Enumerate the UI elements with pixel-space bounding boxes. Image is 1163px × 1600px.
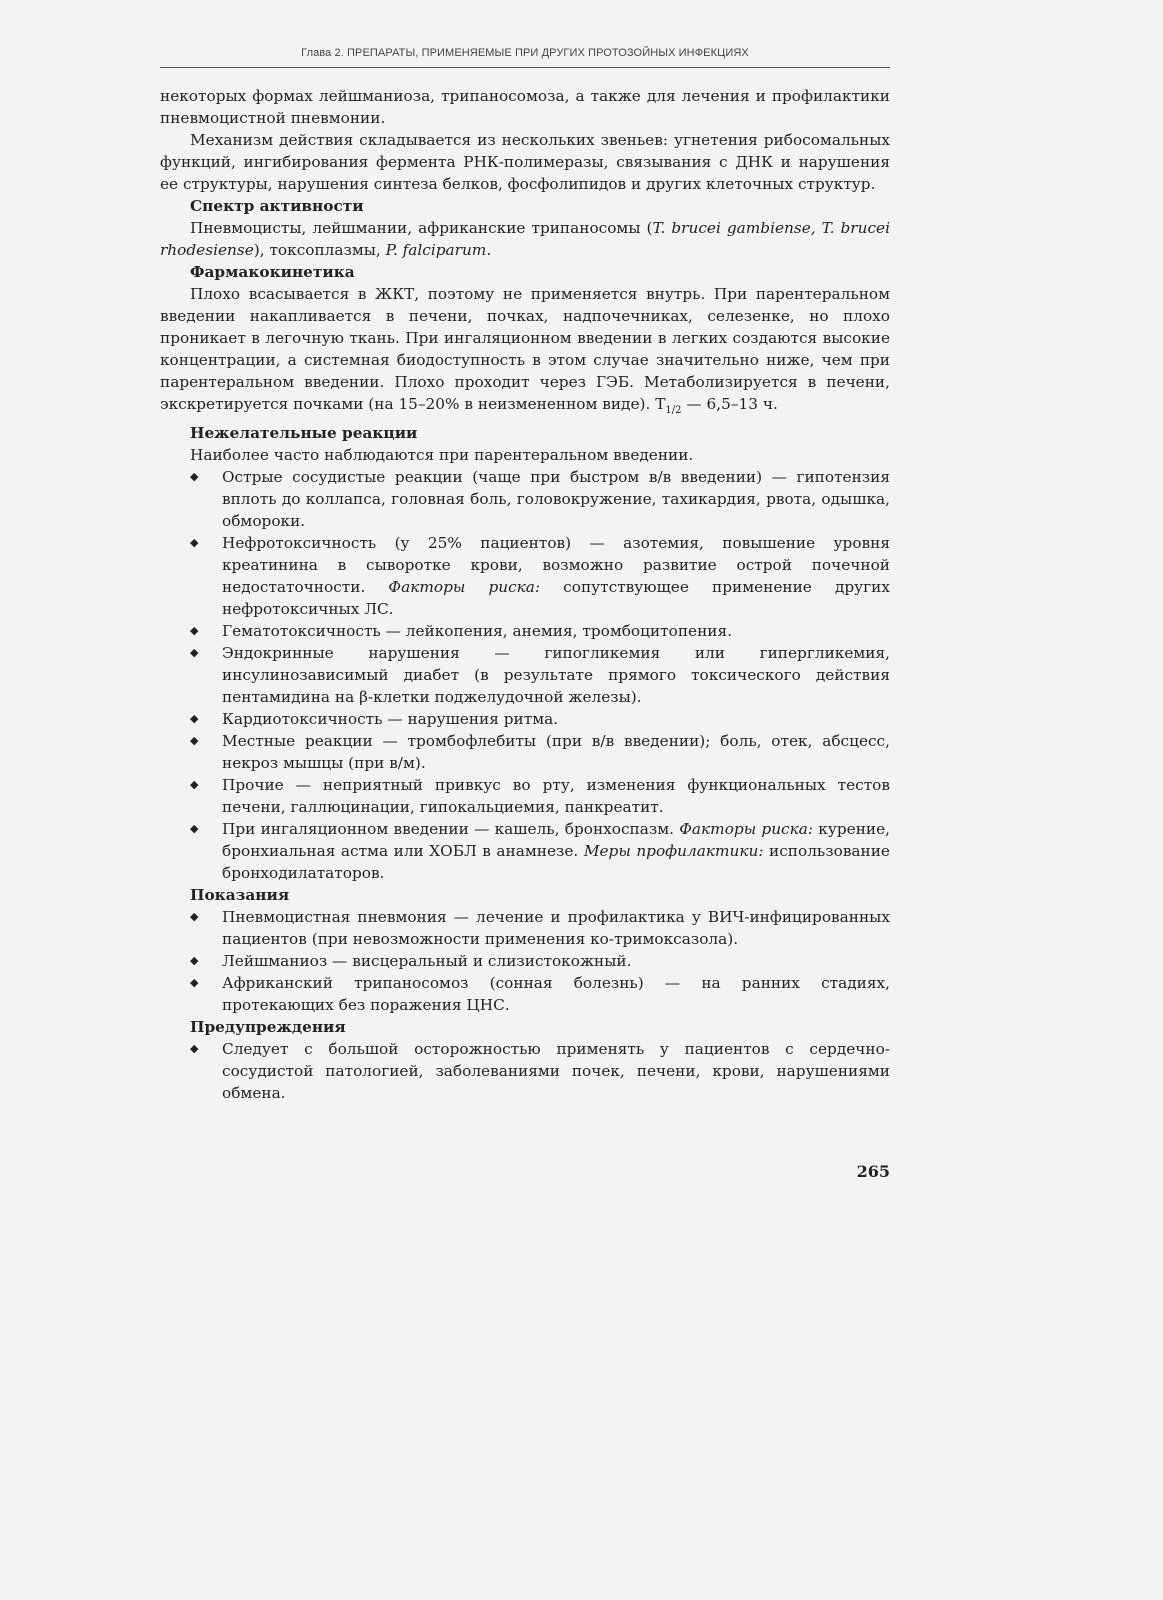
risk-factors-label: Факторы риска: [679, 820, 814, 839]
intro-continuation: некоторых формах лейшманиоза, трипаносомоза, а также для лечения и профилактики пневмоцистной пневмонии. [160, 87, 890, 127]
pharmacokinetics-text: Плохо всасывается в ЖКТ, поэтому не применяется внутрь. При парентеральном введении накапливается в печени, почках, надпочечниках, селезенке, но плохо проникает в легочную ткань. При ингаляционном введении в легких создаются высокие концентрации, а системная биодоступность в этом случае значительно ниже, чем при парентеральном введении. Плохо проходит через ГЭБ. Метаболизируется в печени, экскретируется почками (на 15–20% в неизмененном виде). [160, 285, 890, 413]
list-item-text: Нефротоксичность (у 25% пациентов) — азотемия, повышение уровня креатинина в сыворотке крови, возможно развитие острой почечной недостаточности. [222, 534, 890, 597]
adverse-item-endocrine [160, 642, 890, 708]
list-item-text: Эндокринные нарушения — гипогликемия или гипергликемия, инсулинозависимый диабет (в результате прямого токсического действия пентамидина на β-клетки поджелудочной железы). [222, 644, 890, 707]
bullet-icon: ◆ [190, 646, 199, 660]
risk-factors-text: курение, бронхиальная астма или ХОБЛ в анамнезе. [222, 820, 890, 861]
half-life-value: — 6,5–13 ч. [681, 395, 778, 413]
adverse-item-hematotoxicity [160, 620, 890, 642]
bullet-icon: ◆ [190, 976, 199, 990]
list-item-text: Африканский трипаносомоз (сонная болезнь) — на ранних стадиях, протекающих без поражения ЦНС. [222, 974, 890, 1015]
bullet-icon: ◆ [190, 778, 199, 792]
bullet-icon: ◆ [190, 734, 199, 748]
species-falciparum: P. falciparum [385, 241, 487, 259]
mechanism-paragraph: Механизм действия складывается из нескольких звеньев: угнетения рибосомальных функций, ингибирования фермента РНК-полимеразы, связывания с ДНК и нарушения ее структуры, нарушения синтеза белков, фосфолипидов и других клеточных структур. [160, 131, 890, 193]
indication-item-trypanosomiasis [160, 972, 890, 1016]
spectrum-paragraph [160, 217, 890, 261]
spectrum-heading: Спектр активности [190, 197, 364, 215]
indications-list [160, 906, 890, 1016]
list-item-text: Лейшманиоз — висцеральный и слизистокожный. [222, 952, 632, 971]
bullet-icon: ◆ [190, 536, 199, 550]
running-head: Глава 2. ПРЕПАРАТЫ, ПРИМЕНЯЕМЫЕ ПРИ ДРУГИХ ПРОТОЗОЙНЫХ ИНФЕКЦИЯХ [301, 47, 749, 59]
bullet-icon: ◆ [190, 822, 199, 836]
prevention-text: использование бронходилататоров. [222, 842, 890, 883]
list-item-text: Следует с большой осторожностью применять у пациентов с сердечно-сосудистой патологией, заболеваниями почек, печени, крови, нарушениями обмена. [222, 1040, 890, 1103]
bullet-icon: ◆ [190, 470, 199, 484]
species-gambiense: T. brucei gambiense, [652, 219, 816, 237]
pharmacokinetics-heading: Фармакокинетика [190, 263, 355, 281]
risk-factors-text: сопутствующее применение других нефротоксичных ЛС. [222, 578, 891, 619]
adverse-item-nephrotoxicity [160, 532, 890, 620]
list-item-text: Прочие — неприятный привкус во рту, изменения функциональных тестов печени, галлюцинации, гипокальциемия, панкреатит. [222, 776, 890, 817]
warnings-list [160, 1038, 890, 1104]
bullet-icon: ◆ [190, 1042, 199, 1056]
species-rhodesiense: T. brucei rhodesiense [160, 219, 890, 259]
header-rule [160, 67, 890, 68]
spectrum-text-c: ), токсоплазмы, [253, 241, 386, 259]
adverse-item-other [160, 774, 890, 818]
list-item-text: Гематотоксичность — лейкопения, анемия, тромбоцитопения. [222, 622, 732, 641]
prevention-label: Меры профилактики: [583, 842, 764, 861]
bullet-icon: ◆ [190, 624, 199, 638]
list-item-text: Пневмоцистная пневмония — лечение и профилактика у ВИЧ-инфицированных пациентов (при невозможности применения ко-тримоксазола). [222, 908, 890, 949]
half-life-symbol: Т [655, 395, 666, 413]
spectrum-text-d: . [486, 241, 492, 259]
bullet-icon: ◆ [190, 712, 199, 726]
adverse-item-vascular [160, 466, 890, 532]
warnings-heading: Предупреждения [190, 1018, 346, 1037]
half-life-subscript: 1/2 [665, 405, 682, 417]
list-item-text: Острые сосудистые реакции (чаще при быстром в/в введении) — гипотензия вплоть до коллапса, головная боль, головокружение, тахикардия, рвота, одышка, обмороки. [222, 468, 890, 531]
spectrum-text-a: Пневмоцисты, лейшмании, африканские трипаносомы ( [190, 219, 653, 237]
adverse-item-local [160, 730, 890, 774]
adverse-intro: Наиболее часто наблюдаются при парентеральном введении. [190, 446, 694, 465]
indication-item-pneumocystis [160, 906, 890, 950]
warning-item [160, 1038, 890, 1104]
page-number: 265 [856, 1162, 890, 1181]
adverse-list [160, 466, 890, 884]
adverse-heading: Нежелательные реакции [190, 424, 418, 443]
indication-item-leishmaniasis [160, 950, 890, 972]
list-item-text: При ингаляционном введении — кашель, бронхоспазм. [222, 820, 680, 839]
pharmacokinetics-paragraph [160, 283, 890, 422]
page-body [160, 85, 890, 1104]
list-item-text: Кардиотоксичность — нарушения ритма. [222, 710, 559, 729]
indications-heading: Показания [190, 886, 290, 905]
risk-factors-label: Факторы риска: [388, 578, 541, 597]
list-item-text: Местные реакции — тромбофлебиты (при в/в введении); боль, отек, абсцесс, некроз мышцы (при в/м). [222, 732, 890, 773]
bullet-icon: ◆ [190, 910, 199, 924]
bullet-icon: ◆ [190, 954, 199, 968]
adverse-item-cardiotoxicity [160, 708, 890, 730]
adverse-item-inhalation [160, 818, 890, 884]
